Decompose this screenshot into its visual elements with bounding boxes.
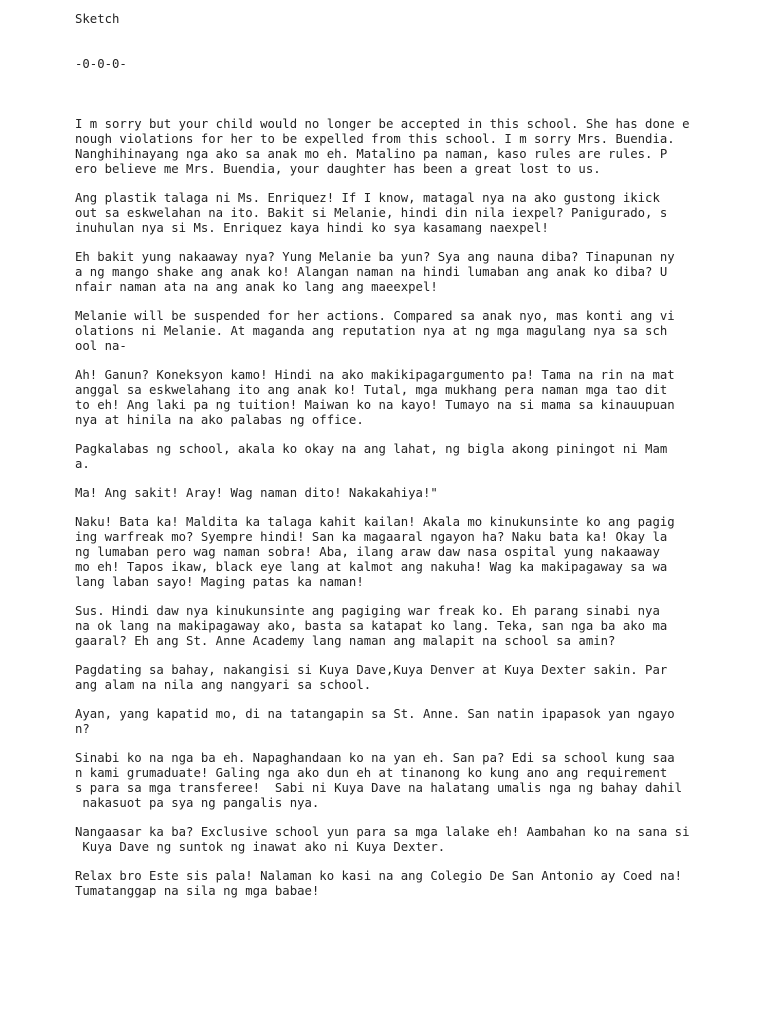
text-line: Melanie will be suspended for her actions. Compared sa anak nyo, mas konti ang vi <box>75 309 675 323</box>
text-line: gaaral? Eh ang St. Anne Academy lang naman ang malapit na school sa amin? <box>75 634 616 648</box>
text-line: anggal sa eskwelahang ito ang anak ko! Tutal, mga mukhang pera naman mga tao dit <box>75 383 668 397</box>
paragraph <box>75 309 715 354</box>
text-line: Pagkalabas ng school, akala ko okay na ang lahat, ng bigla akong piningot ni Mam <box>75 442 668 456</box>
text-line: I m sorry but your child would no longer be accepted in this school. She has done e <box>75 117 690 131</box>
paragraph <box>75 751 715 811</box>
text-line: lang laban sayo! Maging patas ka naman! <box>75 575 372 589</box>
text-line: out sa eskwelahan na ito. Bakit si Melanie, hindi din nila iexpel? Panigurado, s <box>75 206 668 220</box>
text-line: ang alam na nila ang nangyari sa school. <box>75 678 372 692</box>
text-line: ool na- <box>75 339 135 353</box>
text-line: ing warfreak mo? Syempre hindi! San ka magaaral ngayon ha? Naku bata ka! Okay la <box>75 530 668 544</box>
text-line: Ma! Ang sakit! Aray! Wag naman dito! Nakakahiya!" <box>75 486 438 500</box>
paragraph <box>75 604 715 649</box>
text-line: nya at hinila na ako palabas ng office. <box>75 413 364 427</box>
text-line: Ang plastik talaga ni Ms. Enriquez! If I know, matagal nya na ako gustong ikick <box>75 191 660 205</box>
text-line: Sus. Hindi daw nya kinukunsinte ang pagiging war freak ko. Eh parang sinabi nya <box>75 604 660 618</box>
text-line: nfair naman ata na ang anak ko lang ang maeexpel! <box>75 280 446 294</box>
text-line: Kuya Dave ng suntok ng inawat ako ni Kuya Dexter. <box>75 840 446 854</box>
text-line: na ok lang na makipagaway ako, basta sa katapat ko lang. Teka, san nga ba ako ma <box>75 619 668 633</box>
paragraph <box>75 250 715 295</box>
paragraph <box>75 707 715 737</box>
text-line: n kami grumaduate! Galing nga ako dun eh at tinanong ko kung ano ang requirement <box>75 766 668 780</box>
text-line: olations ni Melanie. At maganda ang reputation nya at ng mga magulang nya sa sch <box>75 324 668 338</box>
text-line: ng lumaban pero wag naman sobra! Aba, ilang araw daw nasa ospital yung nakaaway <box>75 545 660 559</box>
text-line: Eh bakit yung nakaaway nya? Yung Melanie ba yun? Sya ang nauna diba? Tinapunan ny <box>75 250 675 264</box>
text-line: Naku! Bata ka! Maldita ka talaga kahit kailan! Akala mo kinukunsinte ko ang pagig <box>75 515 675 529</box>
text-line: Nangaasar ka ba? Exclusive school yun para sa mga lalake eh! Aambahan ko na sana si <box>75 825 690 839</box>
text-line: s para sa mga transferee! Sabi ni Kuya Dave na halatang umalis nga ng bahay dahil <box>75 781 683 795</box>
paragraph <box>75 117 715 177</box>
text-line: to eh! Ang laki pa ng tuition! Maiwan ko na kayo! Tumayo na si mama sa kinauupuan <box>75 398 675 412</box>
paragraph <box>75 663 715 693</box>
text-line: Ah! Ganun? Koneksyon kamo! Hindi na ako makikipagargumento pa! Tama na rin na mat <box>75 368 675 382</box>
text-line: inuhulan nya si Ms. Enriquez kaya hindi ko sya kasamang naexpel! <box>75 221 549 235</box>
document-title: Sketch <box>75 12 120 26</box>
text-line: mo eh! Tapos ikaw, black eye lang at kalmot ang nakuha! Wag ka makipagaway sa wa <box>75 560 668 574</box>
document-page <box>75 12 715 899</box>
text-line: Pagdating sa bahay, nakangisi si Kuya Dave,Kuya Denver at Kuya Dexter sakin. Par <box>75 663 668 677</box>
paragraph <box>75 515 715 590</box>
section-separator: -0-0-0- <box>75 57 127 71</box>
text-line: Nanghihinayang nga ako sa anak mo eh. Matalino pa naman, kaso rules are rules. P <box>75 147 668 161</box>
paragraph <box>75 825 715 855</box>
text-line: a ng mango shake ang anak ko! Alangan naman na hindi lumaban ang anak ko diba? U <box>75 265 668 279</box>
text-line: nakasuot pa sya ng pangalis nya. <box>75 796 320 810</box>
paragraph <box>75 869 715 899</box>
text-line: nough violations for her to be expelled from this school. I m sorry Mrs. Buendia. <box>75 132 675 146</box>
text-line: Sinabi ko na nga ba eh. Napaghandaan ko na yan eh. San pa? Edi sa school kung saa <box>75 751 675 765</box>
text-line: a. <box>75 457 90 471</box>
paragraph <box>75 442 715 472</box>
paragraph <box>75 191 715 236</box>
document-body <box>75 117 715 899</box>
paragraph <box>75 368 715 428</box>
text-line: n? <box>75 722 98 736</box>
text-line: ero believe me Mrs. Buendia, your daughter has been a great lost to us. <box>75 162 609 176</box>
text-line: Relax bro Este sis pala! Nalaman ko kasi na ang Colegio De San Antonio ay Coed na! <box>75 869 683 883</box>
text-line: Ayan, yang kapatid mo, di na tatangapin sa St. Anne. San natin ipapasok yan ngayo <box>75 707 675 721</box>
paragraph <box>75 486 715 501</box>
text-line: Tumatanggap na sila ng mga babae! <box>75 884 327 898</box>
